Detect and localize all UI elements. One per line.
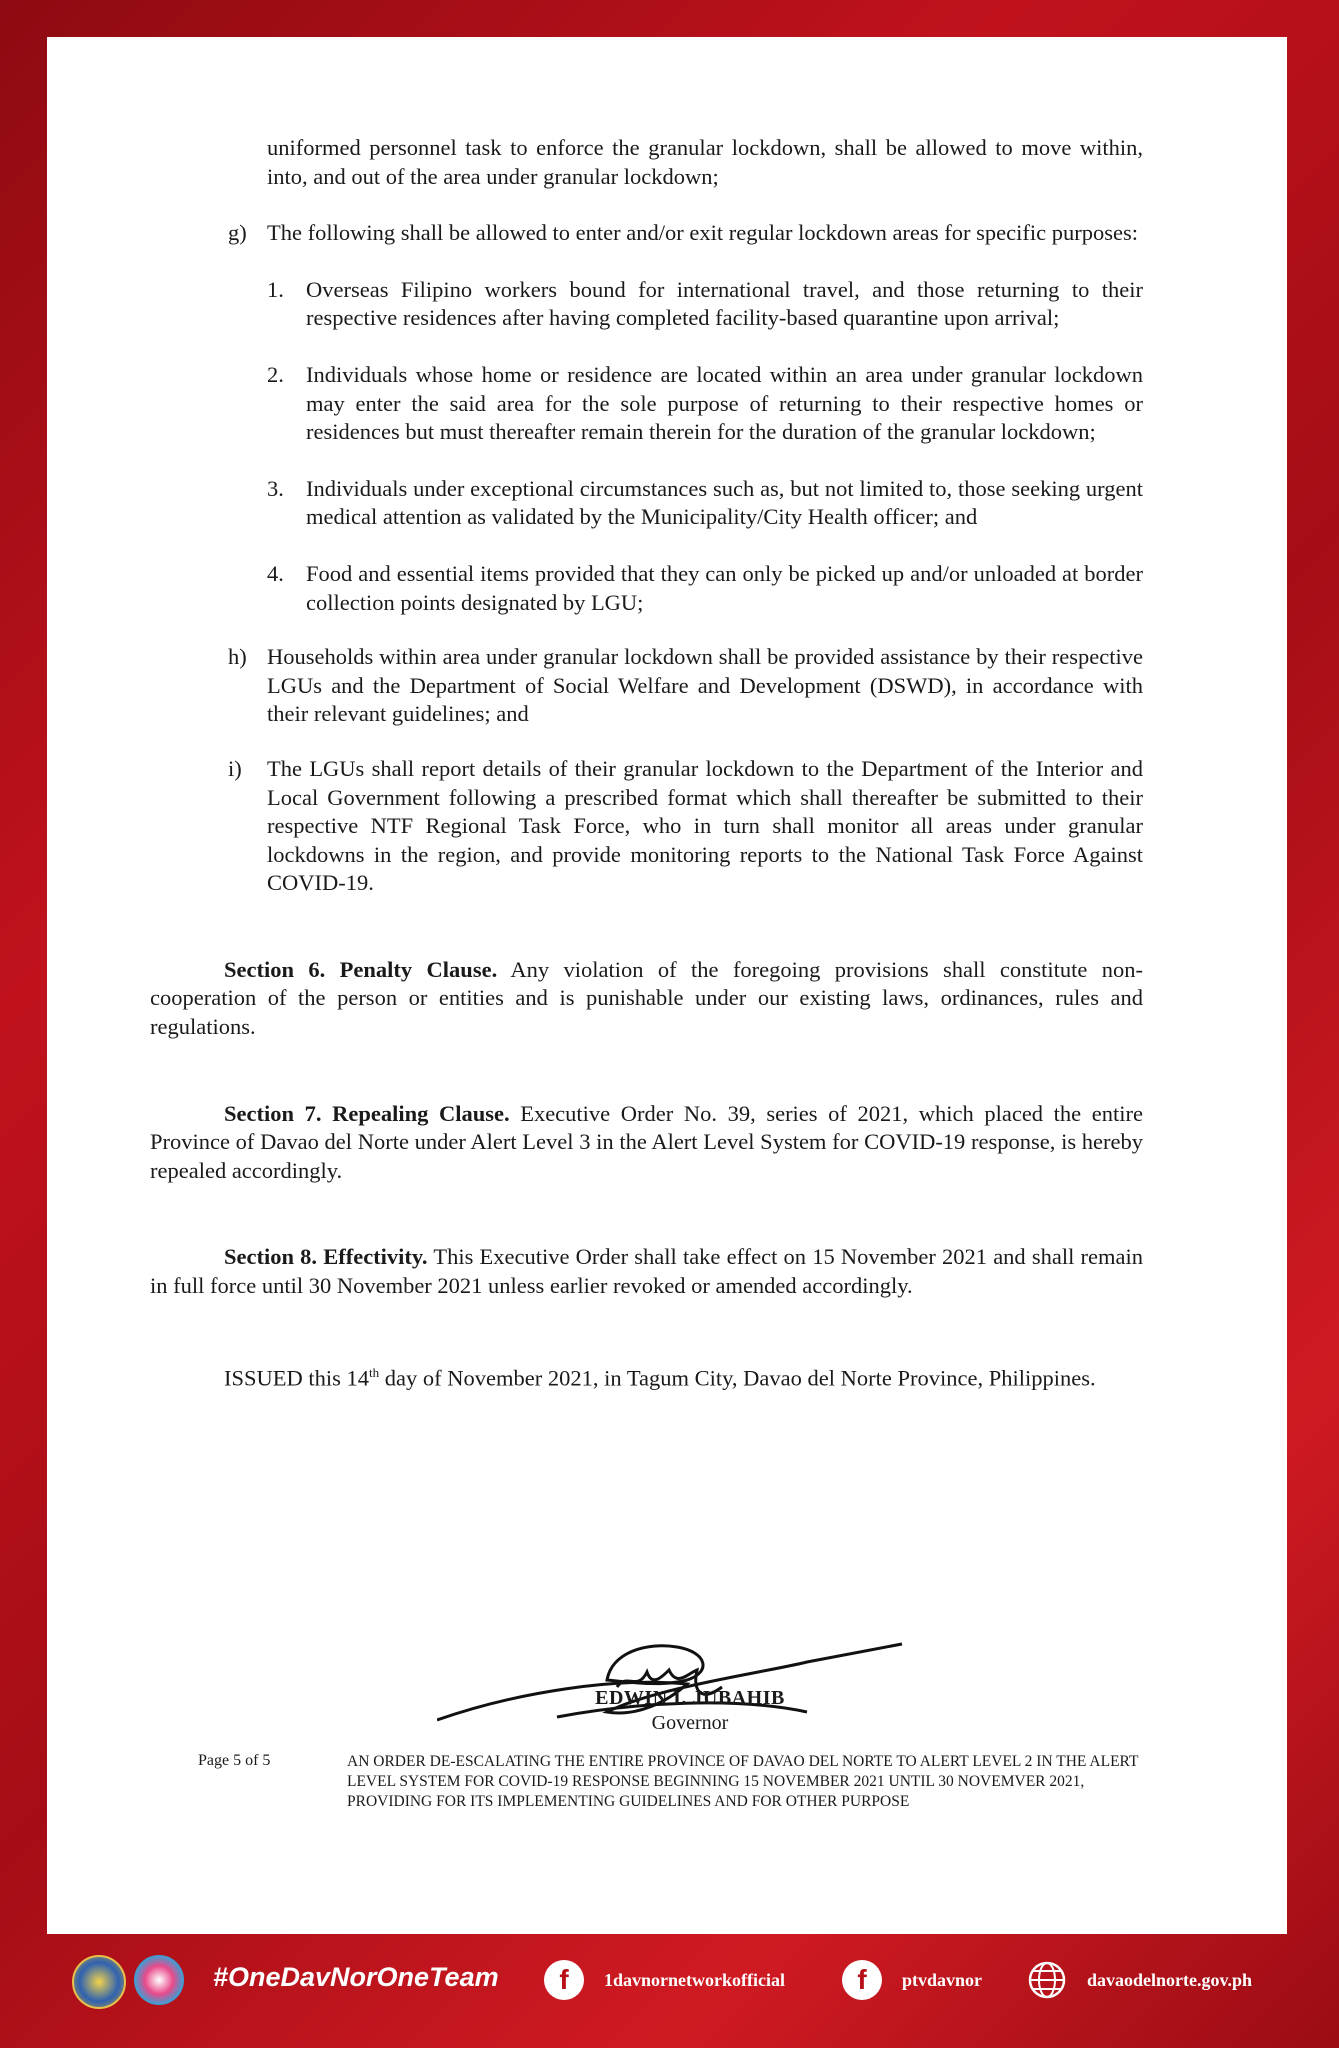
section-6 [150, 956, 1143, 1042]
intro-paragraph: uniformed personnel task to enforce the granular lockdown, shall be allowed to move within, into, and out of the area under granular lockdown; [267, 135, 1143, 189]
website-url: davaodelnorte.gov.ph [1087, 1969, 1253, 1990]
item-label: h) [228, 644, 247, 670]
hashtag: #OneDavNorOneTeam [213, 1962, 499, 1992]
section-text: This Executive Order shall take effect on 15 November 2021 and shall remain in full force until 30 November 2021 unless earlier revoked or amended accordingly. [150, 1244, 1143, 1299]
section-7 [150, 1100, 1143, 1186]
sub-item-3 [267, 475, 1143, 532]
facebook-link-1[interactable] [544, 1960, 785, 2000]
sub-item-text: Overseas Filipino workers bound for international travel, and those returning to their respective residences after having completed facility-based quarantine upon arrival; [306, 276, 1143, 331]
page-number: Page 5 of 5 [198, 1752, 271, 1769]
sub-item-1 [267, 276, 1143, 333]
facebook-handle-1: 1davnornetworkofficial [604, 1969, 785, 1990]
item-text: The LGUs shall report details of their granular lockdown to the Department of the Interior and Local Government following a prescribed format which shall thereafter be submitted to their respective NTF Regional Task Force, who in turn shall monitor all areas under granular lockdowns in the region, and provide monitoring reports to the National Task Force Against COVID-19. [267, 755, 1143, 896]
facebook-handle-2: ptvdavnor [902, 1969, 983, 1990]
sub-item-label: 4. [267, 560, 284, 586]
section-heading: Section 8. Effectivity. [224, 1244, 428, 1270]
item-text: Households within area under granular lockdown shall be provided assistance by their respective LGUs and the Department of Social Welfare and Development (DSWD), in accordance with their relevant guidelines; and [267, 644, 1143, 727]
globe-icon [1027, 1960, 1067, 2000]
facebook-link-2[interactable] [842, 1960, 982, 2000]
sub-item-text: Food and essential items provided that they can only be picked up and/or unloaded at border collection points designated by LGU; [306, 560, 1143, 615]
document-footer-title: AN ORDER DE-ESCALATING THE ENTIRE PROVINCE OF DAVAO DEL NORTE TO ALERT LEVEL 2 IN THE ALERT LEVEL SYSTEM FOR COVID-19 RESPONSE BEGINNING 15 NOVEMBER 2021 UNTIL 30 NOVEMVER 2021, PROVIDING FOR ITS IMPLEMENTING GUIDELINES AND FOR OTHER PURPOSE [347, 1753, 1139, 1810]
sub-item-4 [267, 560, 1143, 617]
item-text: The following shall be allowed to enter and/or exit regular lockdown areas for specific purposes: [267, 220, 1138, 246]
sub-item-label: 3. [267, 475, 284, 501]
section-heading: Section 6. Penalty Clause. [224, 956, 498, 982]
section-text: Any violation of the foregoing provisions shall constitute non-cooperation of the person or entities and is punishable under our existing laws, ordinances, rules and regulations. [150, 956, 1143, 1040]
item-label: g) [228, 220, 247, 246]
province-seal-logo [72, 1955, 126, 2009]
facebook-icon: f [842, 1960, 882, 2000]
facebook-icon: f [544, 1960, 584, 2000]
document-body [150, 134, 1143, 1393]
website-link[interactable] [1027, 1960, 1252, 2000]
issued-text: ISSUED this 14 [224, 1365, 370, 1391]
item-label: i) [228, 755, 242, 781]
sub-item-text: Individuals under exceptional circumstances such as, but not limited to, those seeking urgent medical attention as validated by the Municipality/City Health officer; and [306, 475, 1143, 530]
issued-paragraph [150, 1359, 1143, 1393]
sub-item-label: 2. [267, 361, 284, 387]
section-heading: Section 7. Repealing Clause. [224, 1100, 510, 1126]
section-8 [150, 1243, 1143, 1300]
sub-item-2 [267, 361, 1143, 447]
signatory-title: Governor [651, 1712, 729, 1734]
list-item-h [228, 643, 1143, 729]
section-text: Executive Order No. 39, series of 2021, which placed the entire Province of Davao del Norte under Alert Level 3 in the Alert Level System for COVID-19 response, is hereby repealed accordingly. [150, 1100, 1143, 1183]
list-item-i [228, 755, 1143, 898]
sub-item-label: 1. [267, 276, 284, 302]
signatory-name: EDWIN I. JUBAHIB [595, 1687, 785, 1709]
sub-item-text: Individuals whose home or residence are located within an area under granular lockdown may enter the said area for the sole purpose of returning to their respective homes or residences but must thereafter remain therein for the duration of the granular lockdown; [306, 361, 1143, 445]
issued-text-rest: day of November 2021, in Tagum City, Davao del Norte Province, Philippines. [379, 1365, 1096, 1391]
list-item-g [228, 219, 1143, 248]
issued-ordinal: th [369, 1364, 380, 1380]
peacock-logo [134, 1955, 184, 2005]
